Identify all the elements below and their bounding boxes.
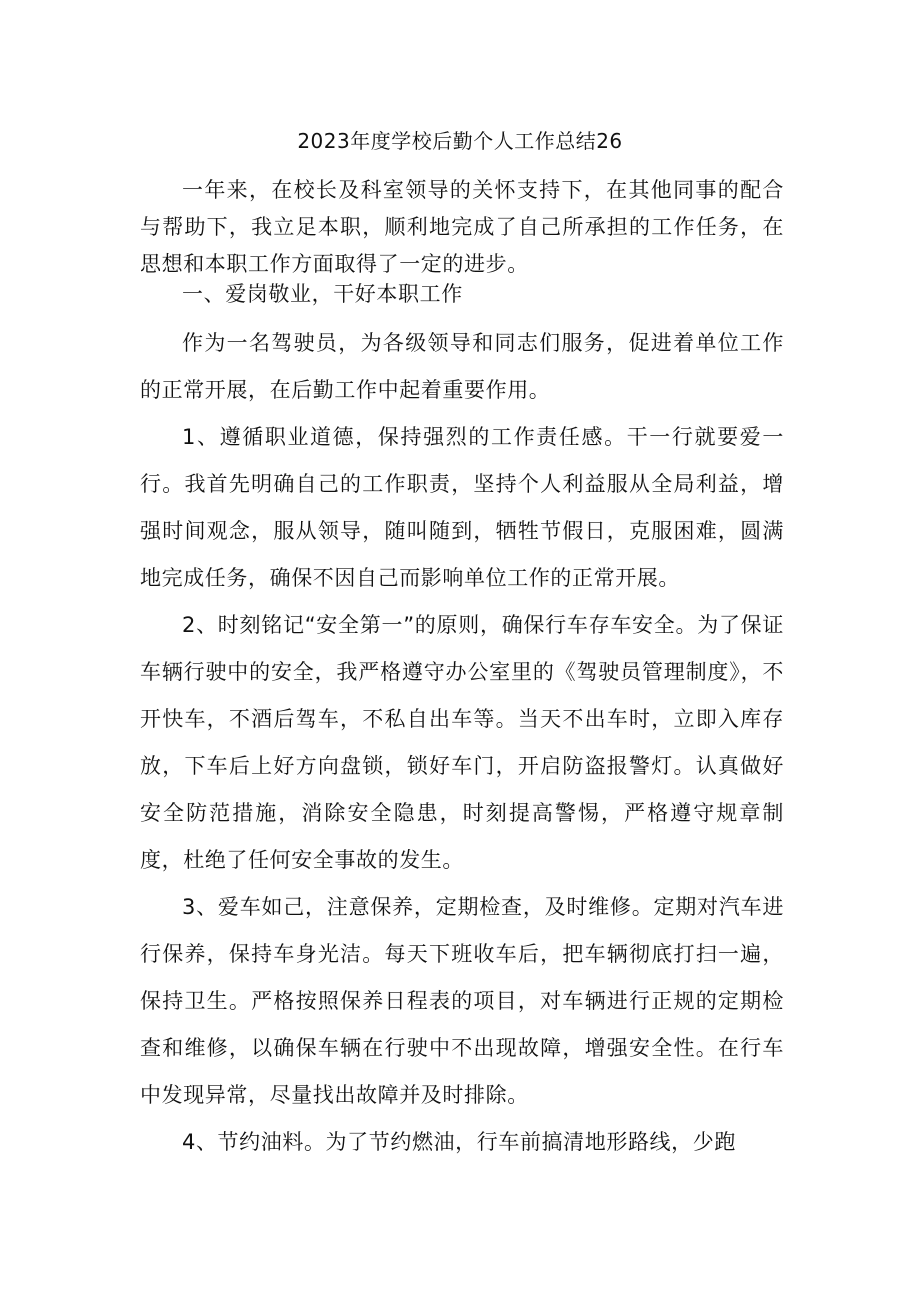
document-title: 2023年度学校后勤个人工作总结26 <box>297 129 623 153</box>
paragraph-role: 作为一名驾驶员，为各级领导和同志们服务，促进着单位工作的正常开展，在后勤工作中起着重要作用。 <box>140 331 784 402</box>
paragraph-item-4: 4、节约油料。为了节约燃油，行车前搞清地形路线，少跑 <box>182 1130 736 1154</box>
paragraph-item-3: 3、爱车如己，注意保养，定期检查，及时维修。定期对汽车进行保养，保持车身光洁。每天下班收车后，把车辆彻底打扫一遍，保持卫生。严格按照保养日程表的项目，对车辆进行正规的定期检查和维修，以确保车辆在行驶中不出现故障，增强安全性。在行车中发现异常，尽量找出故障并及时排除。 <box>140 895 784 1107</box>
paragraph-item-1: 1、遵循职业道德，保持强烈的工作责任感。干一行就要爱一行。我首先明确自己的工作职责，坚持个人利益服从全局利益，增强时间观念，服从领导，随叫随到，牺牲节假日，克服困难，圆满地完成任务，确保不因自己而影响单位工作的正常开展。 <box>140 425 784 590</box>
intro-paragraph: 一年来，在校长及科室领导的关怀支持下，在其他同事的配合与帮助下，我立足本职，顺利地完成了自己所承担的工作任务，在思想和本职工作方面取得了一定的进步。 <box>140 178 784 276</box>
body-paragraphs <box>140 320 784 1166</box>
section-heading: 一、爱岗敬业，干好本职工作 <box>182 282 463 306</box>
paragraph-item-2: 2、时刻铭记“安全第一”的原则，确保行车存车安全。为了保证车辆行驶中的安全，我严格遵守办公室里的《驾驶员管理制度》，不开快车，不酒后驾车，不私自出车等。当天不出车时，立即入库存放，下车后上好方向盘锁，锁好车门，开启防盗报警灯。认真做好安全防范措施，消除安全隐患，时刻提高警惕，严格遵守规章制度，杜绝了任何安全事故的发生。 <box>140 613 784 872</box>
intro-block <box>140 172 784 283</box>
